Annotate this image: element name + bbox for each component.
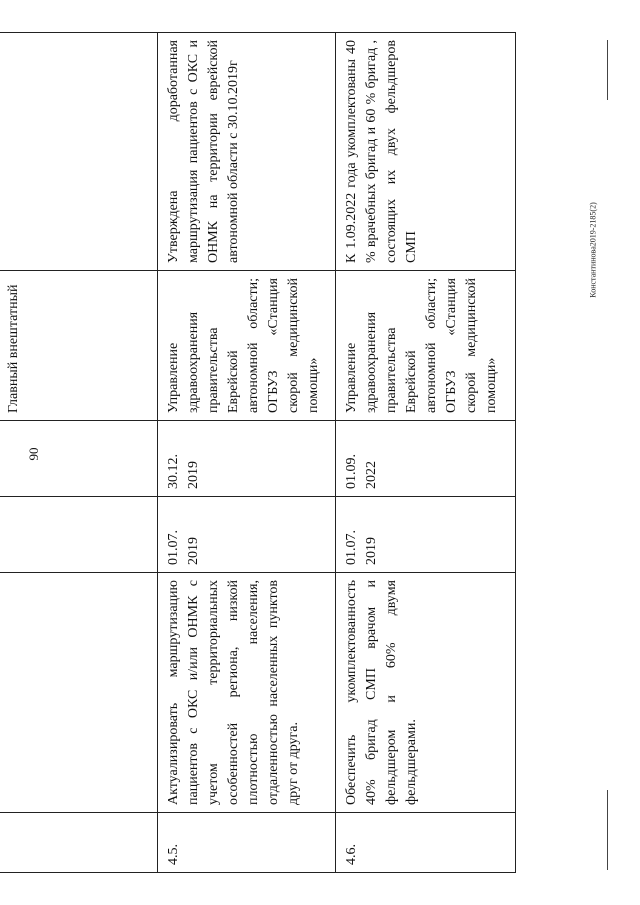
cell-result: К 1.09.2022 года укомплектованы 40 % врачебных бригад и 60 % бригад , состоящих их двух фельдшеров СМП: [336, 33, 516, 271]
cell-responsible: Главный внештатный: [0, 271, 158, 421]
cell-action: [0, 573, 158, 813]
cell-responsible: Управление здравоохранения правительства Еврейской автономной области; ОГБУЗ «Станция скорой медицинской помощи»: [158, 271, 336, 421]
margin-note: Константинова2019-2185(2): [588, 202, 598, 298]
cell-action: Актуализировать маршрутизацию пациентов с ОКС и/или ОНМК с учетом территориальных особенностей региона, низкой плотностью населения, отдаленностью населенных пунктов друг от друга.: [158, 573, 336, 813]
cell-end: 01.09. 2022: [336, 421, 516, 497]
cell-num: [0, 813, 158, 873]
cell-result: Утверждена доработанная маршрутизация пациентов с ОКС и ОНМК на территории еврейской автономной области с 30.10.2019г: [158, 33, 336, 271]
cell-start: [0, 497, 158, 573]
cell-action: Обеспечить укомплектованность 40% бригад СМП врачом и фельдшером и 60% двумя фельдшерами.: [336, 573, 516, 813]
cell-result: [0, 33, 158, 271]
table-row: [158, 33, 336, 873]
cell-responsible: Управление здравоохранения правительства Еврейской автономной области; ОГБУЗ «Станция скорой медицинской помощи»: [336, 271, 516, 421]
page-number: 90: [26, 447, 41, 461]
cell-start: 01.07. 2019: [336, 497, 516, 573]
cell-end: 30.12. 2019: [158, 421, 336, 497]
rotated-table: [0, 33, 515, 873]
table-row: [336, 33, 516, 873]
scan-edge-line: [607, 40, 608, 100]
cell-num: 4.5.: [158, 813, 336, 873]
cell-num: 4.6.: [336, 813, 516, 873]
scan-edge-line: [607, 790, 608, 870]
measures-table: [0, 32, 516, 873]
cell-start: 01.07. 2019: [158, 497, 336, 573]
margin-note-container: [585, 190, 601, 310]
table-row: [0, 33, 158, 873]
cell-end: [0, 421, 158, 497]
